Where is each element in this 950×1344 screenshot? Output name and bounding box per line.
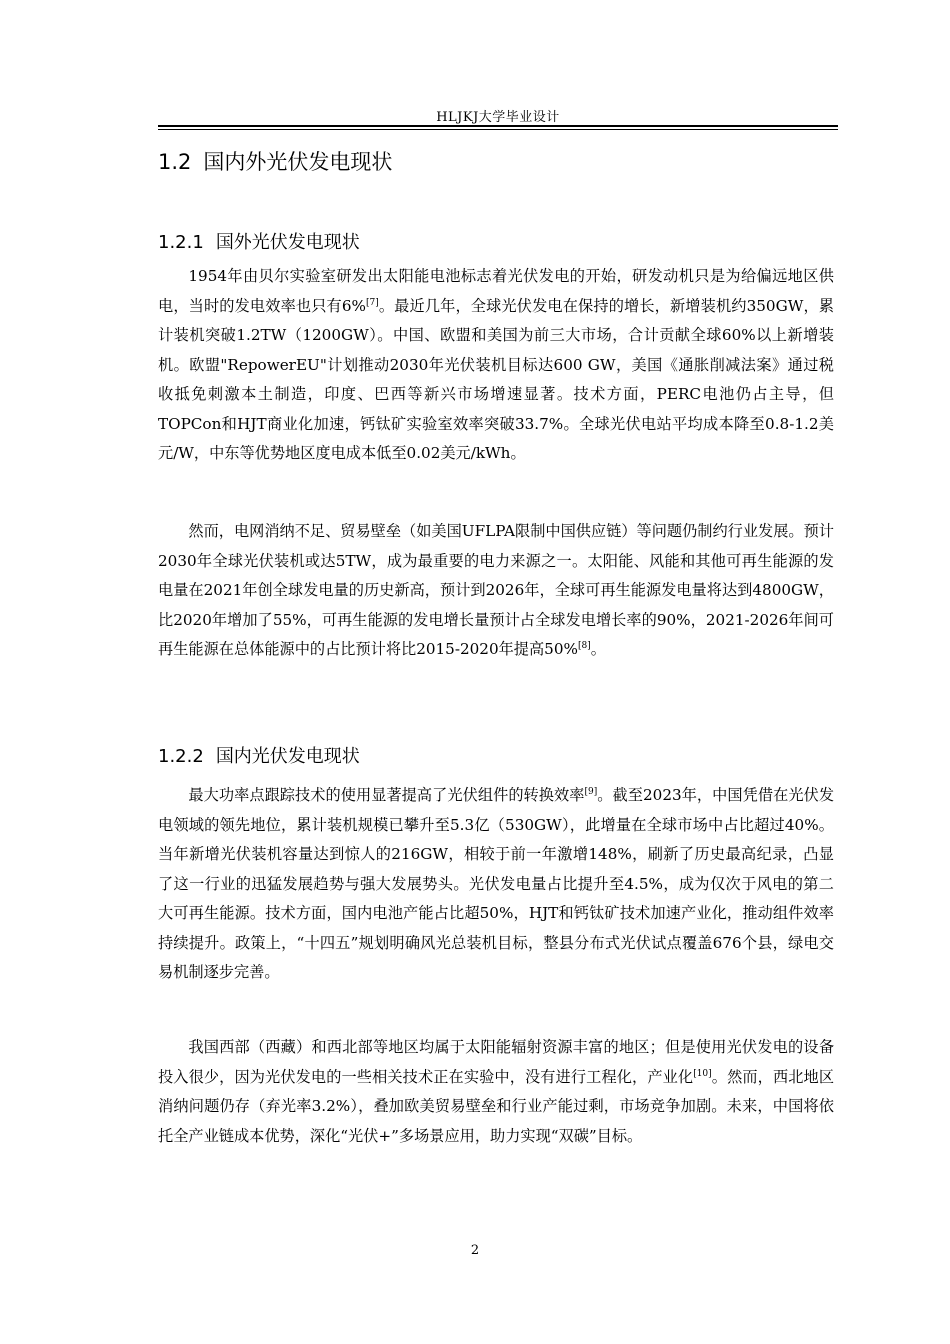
paragraph-text: 。 bbox=[590, 640, 606, 658]
citation-ref: [10] bbox=[693, 1068, 712, 1079]
paragraph-text: 。然而，西北地区消纳问题仍存（弃光率3.2%），叠加欧美贸易壁垒和行业产能过剩，市场竞争加剧。未来，中国将依托全产业链成本优势，深化“光伏+”多场景应用，助力实现“双碳”目标。 bbox=[158, 1067, 835, 1145]
header-rule bbox=[158, 125, 838, 130]
paragraph-text: 1954年由贝尔实验室研发出太阳能电池标志着光伏发电的开始，研发动机只是为给偏远地区供电，当时的发电效率也只有6% bbox=[158, 267, 834, 315]
section-number: 1.2 bbox=[158, 150, 192, 174]
paragraph-text: 。最近几年，全球光伏发电在保持的增长，新增装机约350GW，累计装机突破1.2TW（1200GW）。中国、欧盟和美国为前三大市场，合计贡献全球60%以上新增装机。欧盟"RepowerEU"计划推动2030年光伏装机目标达600 GW，美国《通胀削减法案》通过税收抵免刺激本土制造，印度、巴西等新兴市场增速显著。技术方面，PERC电池仍占主导，但TOPCon和HJT商业化加速，钙钛矿实验室效率突破33.7%。全球光伏电站平均成本降至0.8-1.2美元/W，中东等优势地区度电成本低至0.02美元/kWh。 bbox=[158, 296, 834, 462]
paragraph-text: 。截至2023年，中国凭借在光伏发电领域的领先地位，累计装机规模已攀升至5.3亿（530GW），此增量在全球市场中占比超过40%。当年新增光伏装机容量达到惊人的216GW，相较于前一年激增148%，刷新了历史最高纪录，凸显了这一行业的迅猛发展趋势与强大发展势头。光伏发电量占比提升至4.5%，成为仅次于风电的第二大可再生能源。技术方面，国内电池产能占比超50%，HJT和钙钛矿技术加速产业化，推动组件效率持续提升。政策上，“十四五”规划明确风光总装机目标，整县分布式光伏试点覆盖676个县，绿电交易机制逐步完善。 bbox=[158, 786, 835, 981]
section-heading bbox=[158, 146, 392, 176]
subsection-title: 国外光伏发电现状 bbox=[215, 232, 360, 253]
citation-ref: [7] bbox=[365, 297, 379, 308]
paragraph-domestic-2 bbox=[158, 1033, 834, 1151]
paragraph-text: 然而，电网消纳不足、贸易壁垒（如美国UFLPA限制中国供应链）等问题仍制约行业发展。预计2030年全球光伏装机或达5TW，成为最重要的电力来源之一。太阳能、风能和其他可再生能源的发电量在2021年创全球发电量的历史新高，预计到2026年，全球可再生能源发电量将达到4800GW，比2020年增加了55%，可再生能源的发电增长量预计占全球发电增长率的90%，2021-2026年间可再生能源在总体能源中的占比预计将比2015-2020年提高50% bbox=[158, 522, 834, 658]
subsection-number: 1.2.2 bbox=[158, 746, 204, 767]
paragraph-text: 最大功率点跟踪技术的使用显著提高了光伏组件的转换效率 bbox=[188, 786, 585, 804]
subsection-title: 国内光伏发电现状 bbox=[215, 746, 360, 767]
paragraph-foreign-2 bbox=[158, 517, 834, 665]
section-title: 国内外光伏发电现状 bbox=[203, 150, 393, 174]
paragraph-text: 我国西部（西藏）和西北部等地区均属于太阳能辐射资源丰富的地区；但是使用光伏发电的设备投入很少，因为光伏发电的一些相关技术正在实验中，没有进行工程化，产业化 bbox=[158, 1038, 834, 1086]
citation-ref: [9] bbox=[584, 787, 598, 797]
subsection-heading-domestic bbox=[158, 742, 360, 768]
running-header: HLJKJ大学毕业设计 bbox=[436, 110, 560, 125]
citation-ref: [8] bbox=[577, 641, 591, 651]
paragraph-domestic-1 bbox=[158, 781, 834, 988]
subsection-heading-foreign bbox=[158, 228, 360, 254]
subsection-number: 1.2.1 bbox=[158, 232, 204, 253]
page-number: 2 bbox=[470, 1243, 480, 1258]
paragraph-foreign-1 bbox=[158, 262, 834, 469]
